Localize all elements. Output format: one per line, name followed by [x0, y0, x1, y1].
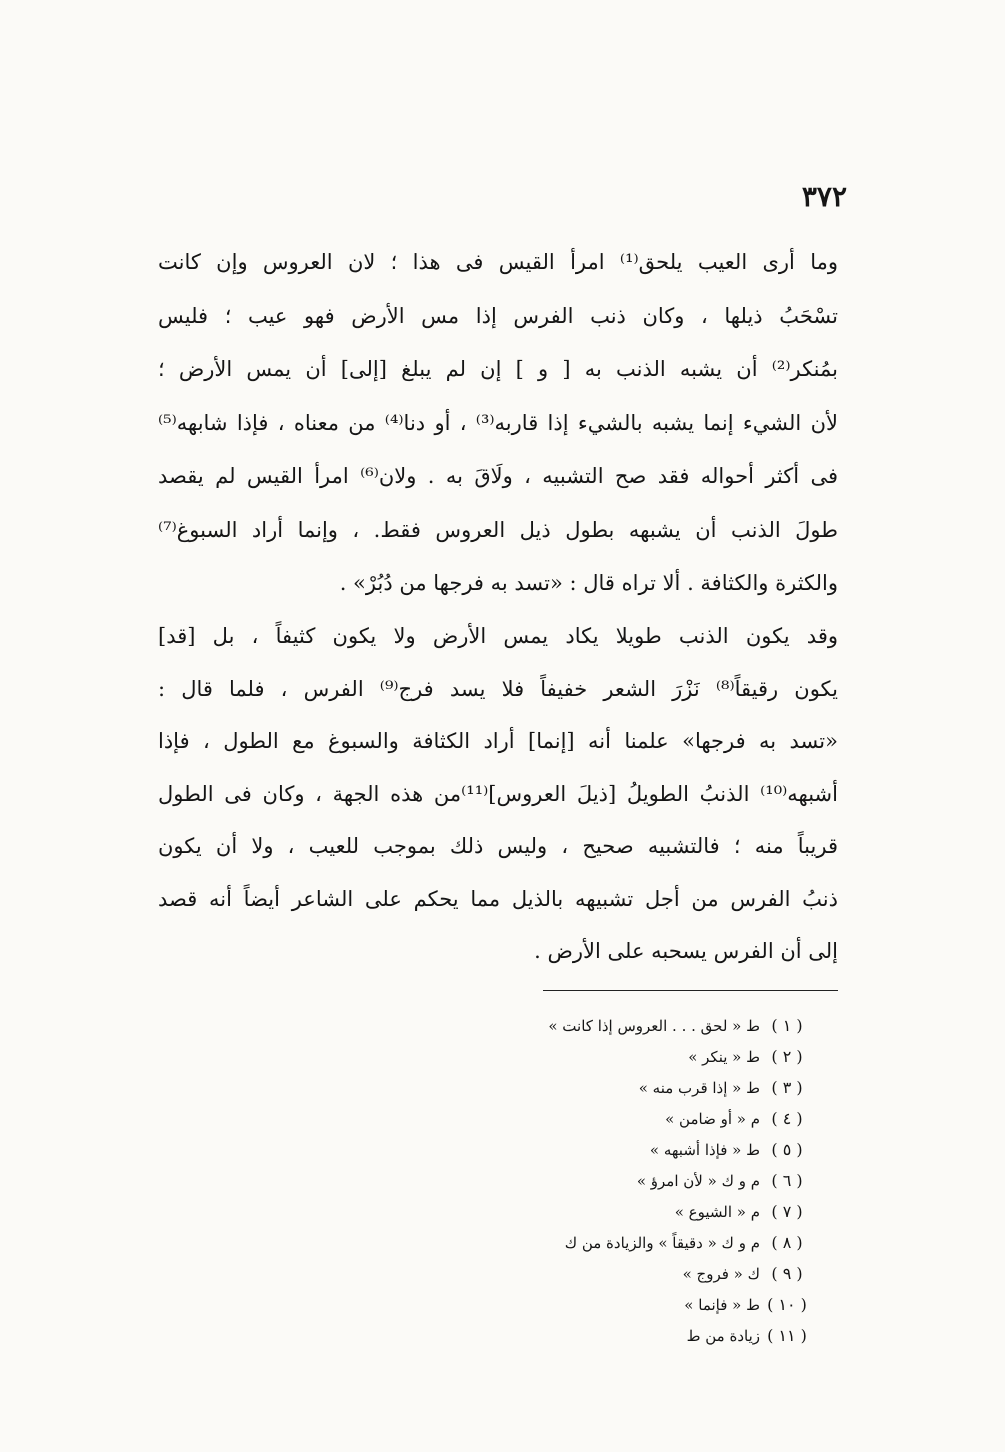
- footnote-number: ( ٤ ): [771, 1109, 803, 1128]
- footnote-separator: [543, 990, 838, 991]
- text-line: طولَ الذنب أن يشبهه بطول ذيل العروس فقط. ، وإنما أراد السبوغ⁽⁷⁾: [158, 517, 838, 542]
- footnote-item: [390, 1041, 810, 1072]
- footnotes: [390, 1010, 810, 1351]
- footnote-number: ( ٢ ): [771, 1047, 803, 1066]
- footnote-number: ( ١٠ ): [767, 1295, 807, 1314]
- footnote-number: ( ٧ ): [771, 1202, 803, 1221]
- footnote-text: م « أو ضامن »: [665, 1110, 760, 1128]
- footnote-text: ط « فإذا أشبهه »: [649, 1141, 760, 1159]
- footnote-number: ( ١١ ): [767, 1326, 807, 1345]
- footnote-number: ( ٦ ): [771, 1171, 803, 1190]
- text-line: «تسد به فرجها» علمنا أنه [إنما] أراد الكثافة والسبوغ مع الطول ، فإذا: [158, 729, 838, 753]
- footnote-item: [390, 1103, 810, 1134]
- text-line: لأن الشيء إنما يشبه بالشيء إذا قاربه⁽³⁾ ، أو دنا⁽⁴⁾ من معناه ، فإذا شابهه⁽⁵⁾: [158, 410, 838, 435]
- paragraph-2: [158, 610, 838, 978]
- footnote-item: [390, 1165, 810, 1196]
- footnote-item: [390, 1227, 810, 1258]
- text-line: فى أكثر أحواله فقد صح التشبيه ، ولَاقَ به . ولان⁽⁶⁾ امرأ القيس لم يقصد: [158, 464, 838, 488]
- footnote-item: [390, 1289, 810, 1320]
- footnote-item: [390, 1258, 810, 1289]
- footnote-text: م و ك « لأن امرؤ »: [636, 1172, 760, 1190]
- text-line: إلى أن الفرس يسحبه على الأرض .: [534, 939, 838, 963]
- footnote-item: [390, 1072, 810, 1103]
- footnote-text: ط « إذا قرب منه »: [638, 1079, 760, 1097]
- footnote-text: ط « لحق . . . العروس إذا كانت »: [548, 1017, 760, 1035]
- text-line: قريباً منه ؛ فالتشبيه صحيح ، وليس ذلك بموجب للعيب ، ولا أن يكون: [158, 834, 838, 858]
- text-line: تسْحَبُ ذيلها ، وكان ذنب الفرس إذا مس الأرض فهو عيب ؛ فليس: [158, 303, 838, 328]
- text-line: يكون رقيقاً⁽⁸⁾ نَزْرَ الشعر خفيفاً فلا يسد فرج⁽⁹⁾ الفرس ، فلما قال :: [158, 676, 838, 701]
- text-line: ذنبُ الفرس من أجل تشبيهه بالذيل مما يحكم على الشاعر أيضاً أنه قصد: [158, 886, 838, 911]
- footnote-item: [390, 1320, 810, 1351]
- footnote-number: ( ٨ ): [771, 1233, 803, 1252]
- text-line: والكثرة والكثافة . ألا تراه قال : «تسد به فرجها من دُبُرْ» .: [339, 571, 838, 595]
- page-number: ٣٧٢: [801, 180, 847, 213]
- footnote-text: م « الشيوع »: [674, 1203, 760, 1221]
- footnote-number: ( ٣ ): [771, 1078, 803, 1097]
- footnote-text: زيادة من ط: [686, 1327, 760, 1345]
- footnote-item: [390, 1010, 810, 1041]
- text-line: أشبهه⁽¹⁰⁾ الذنبُ الطويلُ [ذيلَ العروس]⁽¹¹⁾من هذه الجهة ، وكان فى الطول: [158, 781, 838, 806]
- footnote-text: ك « فروج »: [682, 1265, 760, 1283]
- footnote-number: ( ١ ): [771, 1016, 803, 1035]
- footnote-item: [390, 1134, 810, 1165]
- footnote-text: م و ك « دقيقاً » والزيادة من ك: [564, 1234, 760, 1252]
- paragraph-1: [158, 236, 838, 611]
- text-line: وما أرى العيب يلحق⁽¹⁾ امرأ القيس فى هذا ؛ لان العروس وإن كانت: [158, 250, 838, 274]
- text-line: وقد يكون الذنب طويلا يكاد يمس الأرض ولا يكون كثيفاً ، بل [قد]: [158, 624, 838, 648]
- footnote-number: ( ٩ ): [771, 1264, 803, 1283]
- footnote-item: [390, 1196, 810, 1227]
- text-line: بمُنكر⁽²⁾ أن يشبه الذنب به [ و ] إن لم يبلغ [إلى] أن يمس الأرض ؛: [158, 357, 838, 381]
- footnote-text: ط « فإنما »: [684, 1296, 760, 1314]
- footnote-text: ط « ينكر »: [688, 1048, 760, 1066]
- footnote-number: ( ٥ ): [771, 1140, 803, 1159]
